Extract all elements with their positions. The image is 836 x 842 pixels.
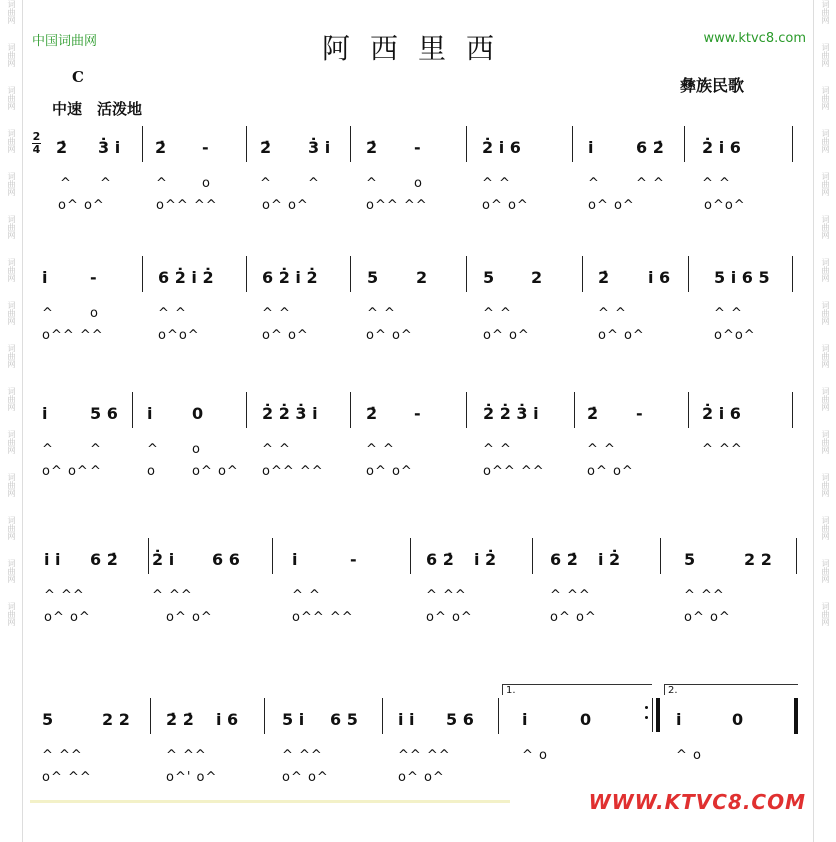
bar-line xyxy=(498,698,499,734)
song-title: 阿西里西 xyxy=(321,32,514,65)
note-group: i xyxy=(292,550,298,569)
note-group: i i xyxy=(398,710,415,729)
note-group: 2 2 xyxy=(102,710,130,729)
bar-line xyxy=(466,392,467,428)
note-group: 0 xyxy=(580,710,592,729)
accent-mark: ^ o xyxy=(676,748,702,763)
tempo-marking: 中速 活泼地 xyxy=(52,100,143,118)
accent-mark: ^ ^ xyxy=(158,306,187,321)
time-signature xyxy=(32,131,41,156)
bar-line xyxy=(688,256,689,292)
note-group: 2̇ 2̇ xyxy=(166,710,194,729)
watermark-right xyxy=(814,0,836,842)
note-group: - xyxy=(414,404,421,423)
watermark-text: 词曲网 xyxy=(7,129,16,153)
pick-mark: o^ o^ xyxy=(482,198,529,213)
watermark-text: 词曲网 xyxy=(7,0,16,24)
repeat-dot xyxy=(645,706,648,709)
watermark-text: 词曲网 xyxy=(821,0,830,24)
watermark-text: 词曲网 xyxy=(7,387,16,411)
accent-mark: o xyxy=(202,176,211,191)
pick-mark: o^o^ xyxy=(158,328,200,343)
note-group: 2̇ xyxy=(366,404,378,423)
bar-line xyxy=(382,698,383,734)
accent-mark: ^ ^^ xyxy=(702,442,743,457)
pick-mark: o^ o^ xyxy=(426,610,473,625)
bar-line xyxy=(350,256,351,292)
pick-mark: o^' o^ xyxy=(166,770,218,785)
pick-mark: o^ o^ xyxy=(550,610,597,625)
accent-mark: ^ xyxy=(147,442,159,457)
accent-mark: o xyxy=(414,176,423,191)
pick-mark: o^ o^ xyxy=(44,610,91,625)
pick-mark: o^ o^ xyxy=(262,198,309,213)
accent-mark: ^ xyxy=(42,306,54,321)
pick-mark: o^o^ xyxy=(714,328,756,343)
bar-line xyxy=(582,256,583,292)
watermark-text: 词曲网 xyxy=(821,473,830,497)
note-group: 5 6 xyxy=(90,404,118,423)
note-group: i 2̇ xyxy=(474,550,497,569)
accent-mark: ^ ^ xyxy=(482,176,511,191)
accent-mark: ^ ^ xyxy=(483,442,512,457)
bar-line xyxy=(142,256,143,292)
bar-line xyxy=(150,698,151,734)
bar-line xyxy=(466,126,467,162)
accent-mark: ^ xyxy=(308,176,320,191)
note-group: i xyxy=(522,710,528,729)
watermark-text: 词曲网 xyxy=(821,559,830,583)
note-group: 2̇ i 6 xyxy=(702,138,741,157)
bar-line xyxy=(792,126,793,162)
watermark-text: 词曲网 xyxy=(821,301,830,325)
watermark-text: 词曲网 xyxy=(7,43,16,67)
watermark-text: 词曲网 xyxy=(7,301,16,325)
watermark-text: 词曲网 xyxy=(821,344,830,368)
watermark-left xyxy=(0,0,22,842)
watermark-text: 词曲网 xyxy=(7,344,16,368)
pick-mark: o^ o^ xyxy=(58,198,105,213)
pick-mark: o^ o^ xyxy=(192,464,239,479)
watermark-text: 词曲网 xyxy=(821,602,830,626)
note-group: - xyxy=(636,404,643,423)
note-group: 2̇ i 6 xyxy=(702,404,741,423)
pick-mark: o^ o^ xyxy=(398,770,445,785)
bar-line xyxy=(574,392,575,428)
accent-mark: ^ ^^ xyxy=(44,588,85,603)
note-group: 2 2 xyxy=(744,550,772,569)
watermark-text: 词曲网 xyxy=(7,215,16,239)
watermark-text: 词曲网 xyxy=(821,430,830,454)
accent-mark: ^ ^ xyxy=(262,306,291,321)
bar-line xyxy=(410,538,411,574)
accent-mark: ^ ^^ xyxy=(426,588,467,603)
accent-mark: ^ ^^ xyxy=(550,588,591,603)
note-group: - xyxy=(90,268,97,287)
watermark-text: 词曲网 xyxy=(7,559,16,583)
bar-line xyxy=(246,392,247,428)
pick-mark: o^^ ^^ xyxy=(42,328,104,343)
pick-mark: o^^ ^^ xyxy=(483,464,545,479)
accent-mark: ^ xyxy=(42,442,54,457)
note-group: - xyxy=(350,550,357,569)
note-group: 2̇ 2̇ 3̇ i xyxy=(483,404,539,423)
accent-mark: ^ xyxy=(366,176,378,191)
note-group: 5 xyxy=(483,268,495,287)
accent-mark: ^ ^ xyxy=(292,588,321,603)
note-group: 2̇ i 6 xyxy=(482,138,521,157)
note-group: 6 2̇ i 2̇ xyxy=(262,268,318,287)
accent-mark: ^ ^ xyxy=(714,306,743,321)
accent-mark: o xyxy=(90,306,99,321)
note-group: 2̇ xyxy=(366,138,378,157)
watermark-text: 词曲网 xyxy=(821,43,830,67)
pick-mark: o^^ ^^ xyxy=(156,198,218,213)
left-divider xyxy=(22,0,23,842)
note-group: 6 2̇ i 2̇ xyxy=(158,268,214,287)
pick-mark: o^ o^ xyxy=(262,328,309,343)
note-group: 5 i xyxy=(282,710,305,729)
accent-mark: ^ ^ xyxy=(366,442,395,457)
note-group: 2̇ xyxy=(598,268,610,287)
accent-mark: ^ xyxy=(100,176,112,191)
watermark-text: 词曲网 xyxy=(7,473,16,497)
accent-mark: ^ ^ xyxy=(367,306,396,321)
time-signature-bottom: 4 xyxy=(32,143,41,156)
watermark-text: 词曲网 xyxy=(821,258,830,282)
accent-mark: ^ xyxy=(90,442,102,457)
watermark-text: 词曲网 xyxy=(821,172,830,196)
accent-mark: ^ ^^ xyxy=(42,748,83,763)
pick-mark: o^ ^^ xyxy=(42,770,92,785)
note-group: 2 xyxy=(416,268,428,287)
note-group: 3̇ i xyxy=(308,138,331,157)
note-group: 5 i 6 5 xyxy=(714,268,770,287)
accent-mark: ^^ ^^ xyxy=(398,748,451,763)
time-signature-top: 2 xyxy=(32,130,41,143)
note-group: i xyxy=(147,404,153,423)
watermark-text: 词曲网 xyxy=(821,129,830,153)
bar-line xyxy=(246,256,247,292)
note-group: i 2̇ xyxy=(598,550,621,569)
note-group: 2̇ xyxy=(260,138,272,157)
bar-line xyxy=(148,538,149,574)
pick-mark: o^o^ xyxy=(704,198,746,213)
bar-line xyxy=(132,392,133,428)
pick-mark: o xyxy=(147,464,156,479)
accent-mark: ^ xyxy=(156,176,168,191)
accent-mark: ^ o xyxy=(522,748,548,763)
watermark-text: 词曲网 xyxy=(7,172,16,196)
accent-mark: o xyxy=(192,442,201,457)
bar-line xyxy=(684,126,685,162)
note-group: 2̇ xyxy=(155,138,167,157)
pick-mark: o^ o^ xyxy=(483,328,530,343)
pick-mark: ^ xyxy=(90,464,102,479)
pick-mark: o^^ ^^ xyxy=(262,464,324,479)
note-group: 6 2̇ xyxy=(90,550,118,569)
decorative-line xyxy=(30,800,510,803)
accent-mark: ^ ^ xyxy=(702,176,731,191)
bar-line xyxy=(688,392,689,428)
bar-line xyxy=(264,698,265,734)
note-group: 2 xyxy=(531,268,543,287)
accent-mark: ^ ^^ xyxy=(684,588,725,603)
bar-line xyxy=(350,392,351,428)
note-group: - xyxy=(414,138,421,157)
watermark-text: 词曲网 xyxy=(821,516,830,540)
bar-line xyxy=(466,256,467,292)
bar-line xyxy=(532,538,533,574)
note-group: i xyxy=(588,138,594,157)
song-origin: 彝族民歌 xyxy=(680,76,745,95)
note-group: 2̇ xyxy=(587,404,599,423)
pick-mark: o^ o^ xyxy=(587,464,634,479)
note-group: 5 6 xyxy=(446,710,474,729)
watermark-text: 词曲网 xyxy=(821,387,830,411)
note-group: 0 xyxy=(732,710,744,729)
site-name-left[interactable]: 中国词曲网 xyxy=(32,34,98,49)
bar-line xyxy=(350,126,351,162)
pick-mark: o^ o^ xyxy=(366,464,413,479)
watermark-text: 词曲网 xyxy=(7,258,16,282)
note-group: i xyxy=(42,268,48,287)
key-signature: C xyxy=(72,68,84,86)
bar-line xyxy=(792,392,793,428)
pick-mark: o^ o^ xyxy=(282,770,329,785)
bar-line xyxy=(572,126,573,162)
pick-mark: o^ o^ xyxy=(366,328,413,343)
bar-line xyxy=(142,126,143,162)
note-group: i 6 xyxy=(216,710,239,729)
note-group: 6 5 xyxy=(330,710,358,729)
accent-mark: ^ xyxy=(588,176,600,191)
bar-line xyxy=(792,256,793,292)
note-group: i 6 xyxy=(648,268,671,287)
pick-mark: o^^ ^^ xyxy=(292,610,354,625)
note-group: 3̇ i xyxy=(98,138,121,157)
bar-line xyxy=(272,538,273,574)
bar-line xyxy=(246,126,247,162)
accent-mark: ^ ^ xyxy=(587,442,616,457)
note-group: 6 2̇ xyxy=(426,550,454,569)
note-group: 2̇ 2̇ 3̇ i xyxy=(262,404,318,423)
note-group: 6 6 xyxy=(212,550,240,569)
accent-mark: ^ ^^ xyxy=(282,748,323,763)
accent-mark: ^ ^ xyxy=(598,306,627,321)
note-group: i xyxy=(42,404,48,423)
pick-mark: o^ o^ xyxy=(684,610,731,625)
pick-mark: o^ o^ xyxy=(588,198,635,213)
note-group: 6 2̇ xyxy=(636,138,664,157)
volta-first: 1. xyxy=(502,684,652,695)
volta-second: 2. xyxy=(664,684,798,695)
accent-mark: ^ xyxy=(60,176,72,191)
accent-mark: ^ ^^ xyxy=(166,748,207,763)
watermark-text: 词曲网 xyxy=(7,516,16,540)
final-bar xyxy=(794,698,798,734)
pick-mark: o^ o^ xyxy=(42,464,89,479)
repeat-dot xyxy=(645,716,648,719)
accent-mark: ^ ^ xyxy=(483,306,512,321)
pick-mark: o^ o^ xyxy=(166,610,213,625)
watermark-text: 词曲网 xyxy=(821,215,830,239)
note-group: 5 xyxy=(42,710,54,729)
note-group: 6 2̇ xyxy=(550,550,578,569)
accent-mark: ^ ^ xyxy=(636,176,665,191)
note-group: 2̇ i xyxy=(152,550,175,569)
pick-mark: o^^ ^^ xyxy=(366,198,428,213)
bar-line xyxy=(660,538,661,574)
watermark-text: 词曲网 xyxy=(821,86,830,110)
note-group: i xyxy=(676,710,682,729)
pick-mark: o^ o^ xyxy=(598,328,645,343)
note-group: 0 xyxy=(192,404,204,423)
right-divider xyxy=(813,0,814,842)
note-group: - xyxy=(202,138,209,157)
watermark-text: 词曲网 xyxy=(7,602,16,626)
note-group: 5 xyxy=(367,268,379,287)
watermark-text: 词曲网 xyxy=(7,430,16,454)
footer-link[interactable]: WWW.KTVC8.COM xyxy=(588,790,806,814)
note-group: i i xyxy=(44,550,61,569)
site-url-right[interactable]: www.ktvc8.com xyxy=(703,31,806,46)
accent-mark: ^ xyxy=(260,176,272,191)
note-group: 2̇ xyxy=(56,138,68,157)
note-group: 5 xyxy=(684,550,696,569)
accent-mark: ^ ^^ xyxy=(152,588,193,603)
bar-line xyxy=(796,538,797,574)
accent-mark: ^ ^ xyxy=(262,442,291,457)
watermark-text: 词曲网 xyxy=(7,86,16,110)
